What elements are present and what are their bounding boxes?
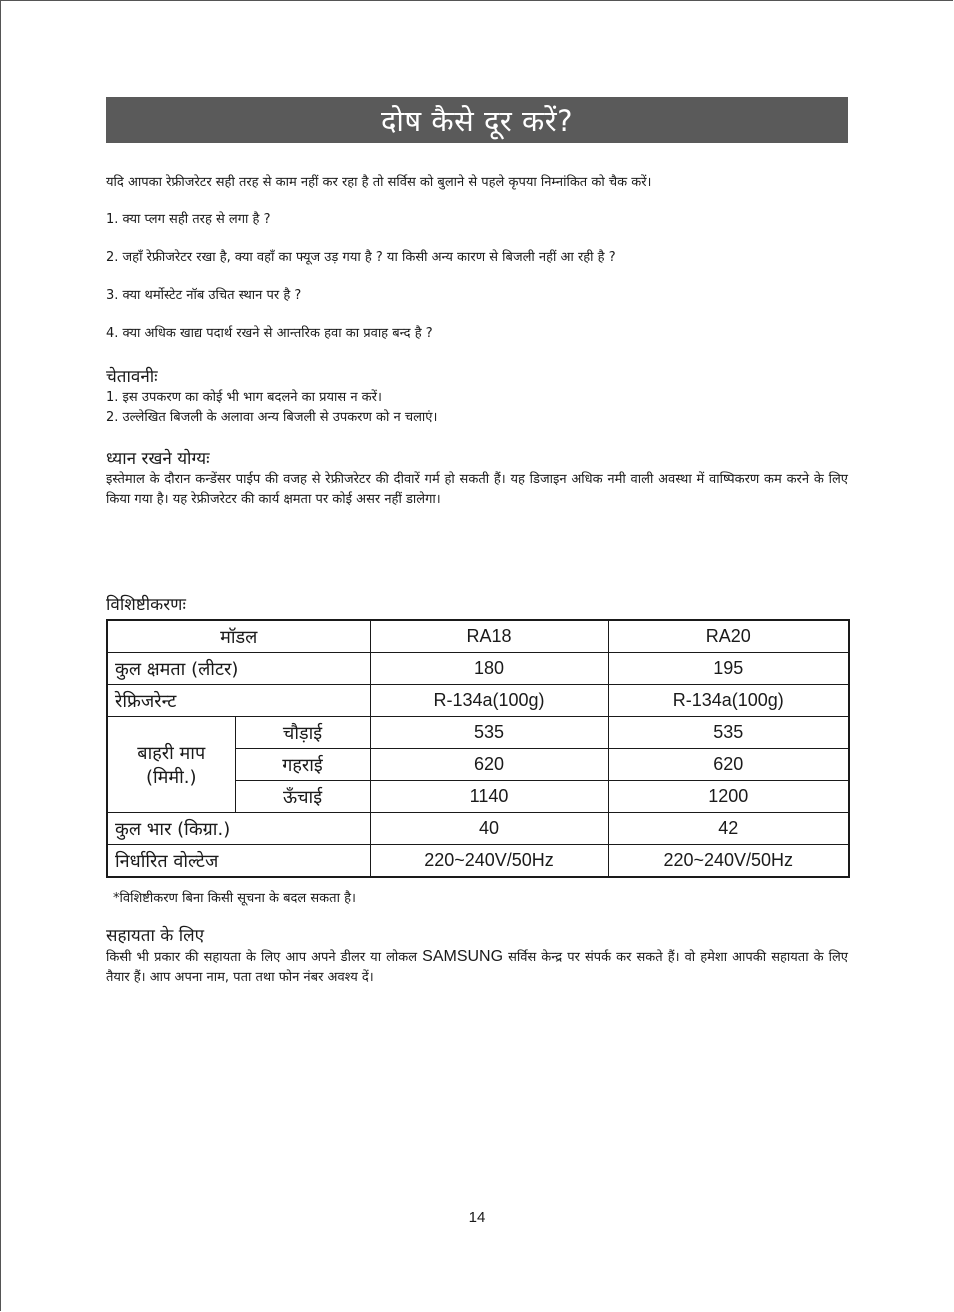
model-label: मॉडल xyxy=(107,620,370,653)
weight-label: कुल भार (किग्रा.) xyxy=(107,813,370,845)
model-ra20: RA20 xyxy=(608,620,849,653)
list-item: 2. उल्लेखित बिजली के अलावा अन्य बिजली से उपकरण को न चलाएं। xyxy=(106,410,438,425)
list-item: 2. जहाँ रेफ्रीजरेटर रखा है, क्या वहाँ का फ्यूज उड़ गया है ? या किसी अन्य कारण से बिजली नहीं आ रही है ? xyxy=(106,250,616,265)
refrigerant-value: R-134a(100g) xyxy=(370,685,608,717)
table-row xyxy=(107,653,849,685)
table-row xyxy=(107,717,849,749)
capacity-label: कुल क्षमता (लीटर) xyxy=(107,653,370,685)
table-row xyxy=(107,813,849,845)
list-item: 3. क्या थर्मोस्टेट नॉब उचित स्थान पर है ? xyxy=(106,288,302,303)
list-item: 1. इस उपकरण का कोई भी भाग बदलने का प्रयास न करें। xyxy=(106,390,382,405)
table-row xyxy=(107,620,849,653)
dimensions-label xyxy=(107,717,235,813)
table-row xyxy=(107,845,849,878)
table-row xyxy=(107,685,849,717)
depth-label: गहराई xyxy=(235,749,370,781)
help-text-after: सर्विस केन्द्र पर संपर्क कर सकते हैं। वो हमेशा आपकी सहायता के लिए तैयार हैं। आप अपना नाम, पता तथा फोन नंबर अवश्य दें। xyxy=(106,950,848,985)
warning-list xyxy=(106,388,848,428)
voltage-value: 220~240V/50Hz xyxy=(608,845,849,878)
specs-footnote: *विशिष्टीकरण बिना किसी सूचना के बदल सकता है। xyxy=(113,891,356,906)
help-heading: सहायता के लिए xyxy=(106,926,205,946)
dimensions-label-line: बाहरी माप xyxy=(137,742,206,764)
help-section xyxy=(106,925,848,988)
depth-value: 620 xyxy=(370,749,608,781)
note-section xyxy=(106,448,848,510)
capacity-value: 180 xyxy=(370,653,608,685)
refrigerant-value: R-134a(100g) xyxy=(608,685,849,717)
spec-table xyxy=(106,619,850,878)
height-value: 1200 xyxy=(608,781,849,813)
width-value: 535 xyxy=(370,717,608,749)
weight-value: 40 xyxy=(370,813,608,845)
weight-value: 42 xyxy=(608,813,849,845)
page-number: 14 xyxy=(468,1209,486,1226)
note-heading: ध्यान रखने योग्यः xyxy=(106,449,210,469)
height-label: ऊँचाई xyxy=(235,781,370,813)
specs-heading: विशिष्टीकरणः xyxy=(106,595,186,615)
check-list xyxy=(106,210,848,362)
dimensions-unit: (मिमी.) xyxy=(145,766,197,788)
note-text: इस्तेमाल के दौरान कन्डेंसर पाईप की वजह से रेफ्रीजरेटर की दीवारें गर्म हो सकती हैं। यह डिजाइन अधिक नमी वाली अवस्था में वाष्पिकरण कम करने के लिए किया गया है। यह रेफ्रीजरेटर की कार्य क्षमता पर कोई असर नहीं डालेगा। xyxy=(106,472,848,507)
brand-name: SAMSUNG xyxy=(422,948,504,965)
intro-text: यदि आपका रेफ्रीजरेटर सही तरह से काम नहीं कर रहा है तो सर्विस को बुलाने से पहले कृपया निम्नांकित को चैक करें। xyxy=(106,175,652,190)
warning-heading: चेतावनीः xyxy=(106,367,158,387)
help-text-before: किसी भी प्रकार की सहायता के लिए आप अपने डीलर या लोकल xyxy=(106,950,423,965)
list-item: 1. क्या प्लग सही तरह से लगा है ? xyxy=(106,212,271,227)
height-value: 1140 xyxy=(370,781,608,813)
voltage-label: निर्धारित वोल्टेज xyxy=(107,845,370,878)
voltage-value: 220~240V/50Hz xyxy=(370,845,608,878)
depth-value: 620 xyxy=(608,749,849,781)
capacity-value: 195 xyxy=(608,653,849,685)
warning-section xyxy=(106,366,848,428)
width-value: 535 xyxy=(608,717,849,749)
list-item: 4. क्या अधिक खाद्य पदार्थ रखने से आन्तरिक हवा का प्रवाह बन्द है ? xyxy=(106,326,433,341)
width-label: चौड़ाई xyxy=(235,717,370,749)
page-title: दोष कैसे दूर करें? xyxy=(106,97,848,143)
help-text xyxy=(106,947,848,988)
refrigerant-label: रेफ्रिजरेन्ट xyxy=(107,685,370,717)
model-ra18: RA18 xyxy=(370,620,608,653)
